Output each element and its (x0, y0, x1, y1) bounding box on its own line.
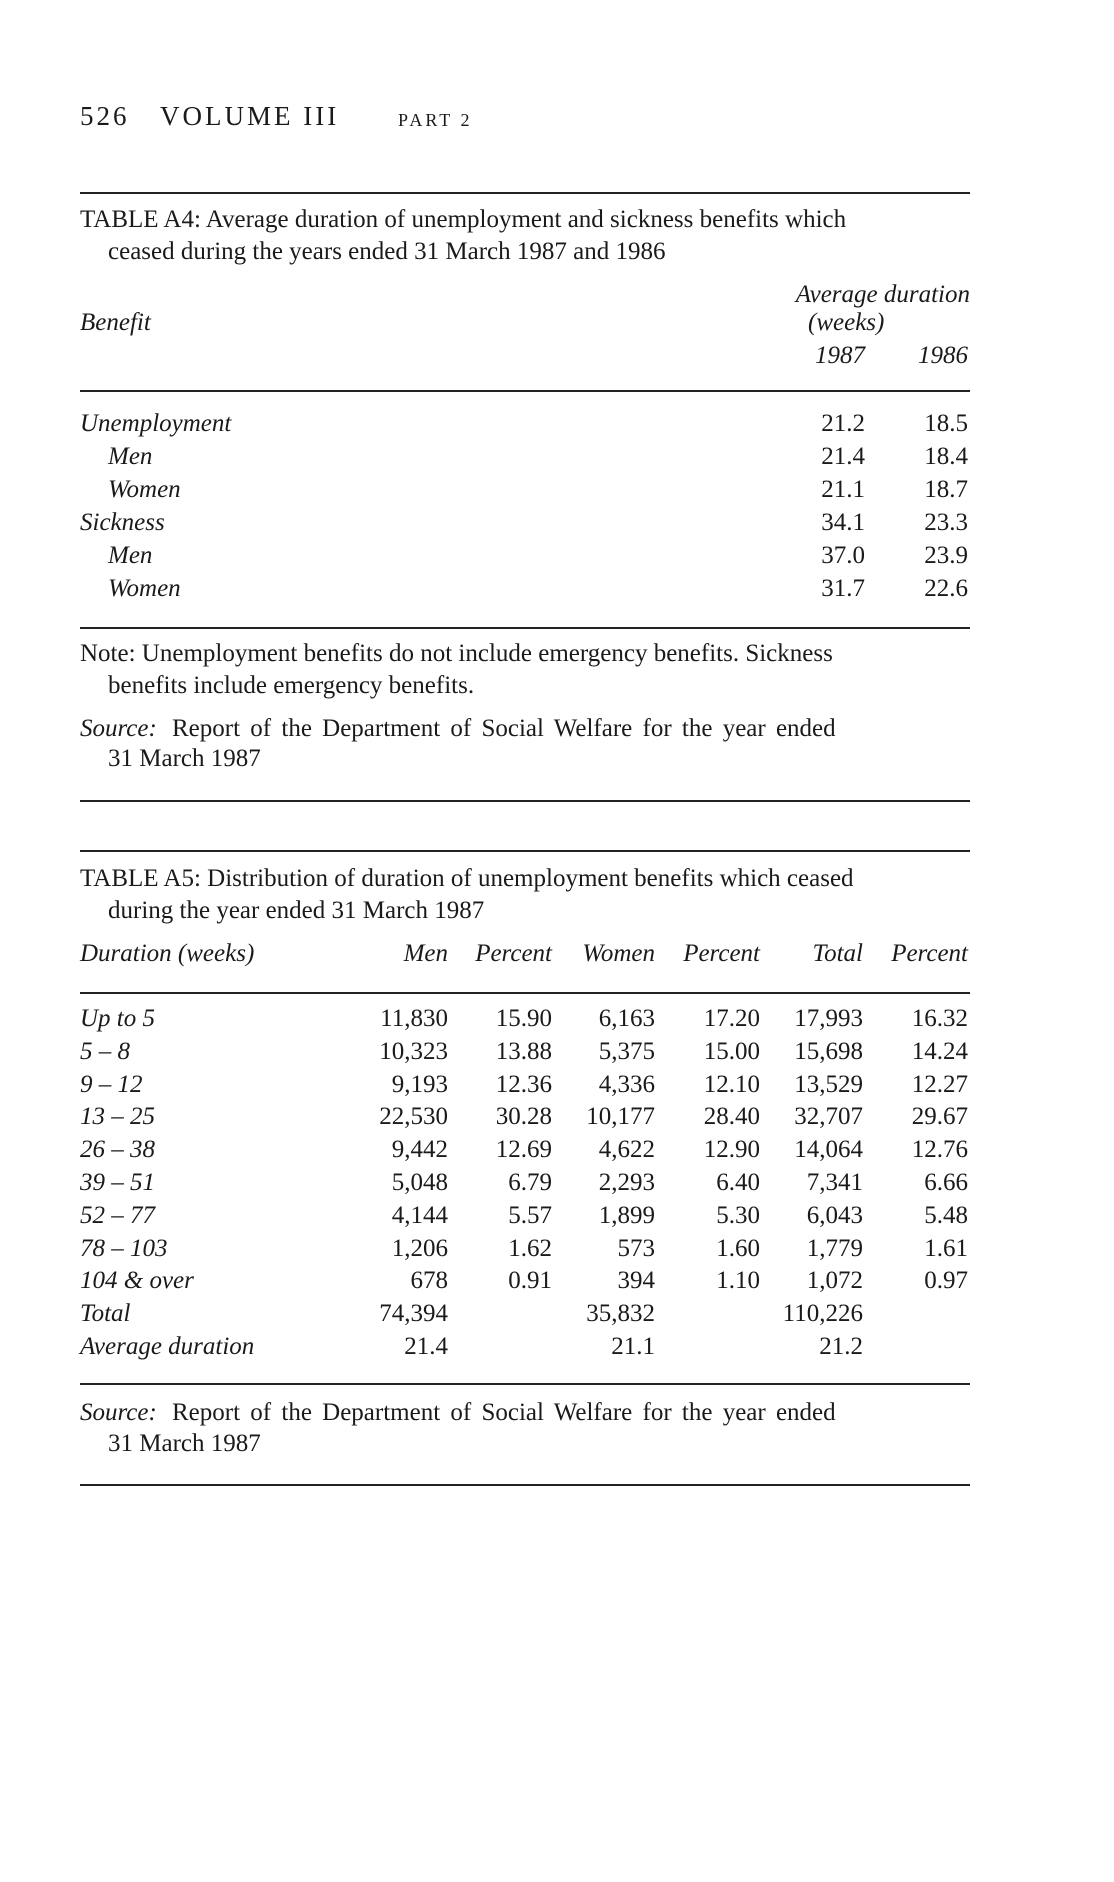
row-label: Unemployment (80, 410, 232, 437)
men-percent-value: 1.62 (508, 1234, 552, 1262)
total-percent-value: 12.76 (911, 1136, 968, 1164)
value-1987: 21.2 (821, 410, 865, 437)
page-number: 526 (80, 101, 130, 131)
divider (80, 850, 970, 852)
row-label: Sickness (80, 509, 165, 536)
total-value: 21.2 (819, 1333, 863, 1360)
men-percent-value: 13.88 (495, 1037, 552, 1065)
men-value: 10,323 (379, 1037, 448, 1065)
column-header-benefit: Benefit (80, 309, 151, 336)
women-value: 573 (617, 1234, 655, 1262)
table-row (80, 1333, 970, 1363)
total-value: 1,072 (806, 1267, 863, 1295)
total-value: 17,993 (794, 1005, 863, 1032)
men-percent-value: 5.57 (508, 1201, 552, 1229)
volume-label: VOLUME III (160, 101, 340, 131)
divider (80, 390, 970, 392)
total-value: 1,779 (806, 1234, 863, 1262)
men-value: 9,442 (391, 1136, 448, 1164)
table-title: TABLE A5: Distribution of duration of unemployment benefits which ceased (80, 865, 854, 892)
table-row (80, 443, 970, 473)
table-row (80, 1235, 970, 1265)
table-note-cont: benefits include emergency benefits. (108, 672, 475, 699)
duration-label: Total (80, 1300, 131, 1328)
column-header-women: Women (582, 940, 655, 967)
duration-label: 78 – 103 (80, 1234, 168, 1262)
part-label: PART 2 (398, 110, 473, 130)
table-row (80, 1202, 970, 1232)
women-percent-value: 17.20 (703, 1005, 760, 1032)
column-group-unit: (weeks) (808, 309, 885, 336)
value-1986: 18.4 (924, 443, 968, 470)
men-percent-value: 15.90 (495, 1005, 552, 1032)
men-percent-value: 0.91 (508, 1267, 552, 1295)
women-value: 10,177 (586, 1103, 655, 1131)
duration-label: Average duration (80, 1333, 255, 1360)
total-value: 32,707 (794, 1103, 863, 1131)
value-1987: 34.1 (821, 509, 865, 536)
men-value: 5,048 (391, 1169, 448, 1196)
divider (80, 627, 970, 629)
source-text-cont: 31 March 1987 (108, 1430, 261, 1457)
table-row (80, 410, 970, 440)
table-row (80, 542, 970, 572)
men-value: 4,144 (391, 1201, 448, 1229)
table-row (80, 1300, 970, 1330)
women-value: 2,293 (598, 1169, 655, 1196)
duration-label: 39 – 51 (80, 1169, 155, 1196)
women-percent-value: 12.90 (703, 1136, 760, 1164)
row-label: Men (108, 443, 153, 470)
women-percent-value: 28.40 (703, 1103, 760, 1131)
men-value: 11,830 (380, 1005, 448, 1032)
women-value: 6,163 (598, 1005, 655, 1032)
total-value: 6,043 (806, 1201, 863, 1229)
source-text-cont: 31 March 1987 (108, 745, 261, 772)
table-row (80, 1038, 970, 1068)
total-value: 14,064 (794, 1136, 863, 1164)
women-value: 35,832 (586, 1300, 655, 1328)
men-value: 9,193 (391, 1070, 448, 1098)
source-label: Source: (80, 715, 157, 742)
column-header-total-percent: Percent (891, 940, 968, 967)
duration-label: 13 – 25 (80, 1103, 155, 1131)
value-1987: 37.0 (821, 542, 865, 569)
column-header-women-percent: Percent (683, 940, 760, 967)
total-percent-value: 1.61 (924, 1234, 968, 1262)
total-percent-value: 5.48 (924, 1201, 968, 1229)
value-1986: 23.3 (924, 509, 968, 536)
table-title-cont: during the year ended 31 March 1987 (108, 897, 485, 924)
total-value: 7,341 (806, 1169, 863, 1196)
value-1987: 21.1 (821, 476, 865, 503)
table-row (80, 1267, 970, 1297)
total-value: 110,226 (782, 1300, 863, 1328)
column-header-1987: 1987 (815, 342, 865, 369)
women-value: 1,899 (598, 1201, 655, 1229)
value-1987: 31.7 (821, 575, 865, 602)
table-row (80, 1169, 970, 1199)
men-percent-value: 30.28 (495, 1103, 552, 1131)
divider (80, 992, 970, 994)
duration-label: 104 & over (80, 1267, 194, 1295)
women-percent-value: 6.40 (716, 1169, 760, 1196)
table-row (80, 1071, 970, 1101)
women-percent-value: 5.30 (716, 1201, 760, 1229)
source-label: Source: (80, 1399, 157, 1426)
column-group-header: Average duration (795, 281, 970, 308)
women-percent-value: 1.60 (716, 1234, 760, 1262)
duration-label: 9 – 12 (80, 1070, 143, 1098)
table-row (80, 1005, 970, 1035)
men-value: 678 (410, 1267, 448, 1295)
source-text: Report of the Department of Social Welfare for the year ended (172, 1399, 836, 1426)
total-value: 13,529 (794, 1070, 863, 1098)
table-title: TABLE A4: Average duration of unemployment and sickness benefits which (80, 206, 847, 233)
column-header-men: Men (403, 940, 448, 967)
table-header-row (80, 940, 970, 970)
men-percent-value: 12.36 (495, 1070, 552, 1098)
women-value: 4,622 (598, 1136, 655, 1164)
total-percent-value: 29.67 (911, 1103, 968, 1131)
value-1986: 22.6 (924, 575, 968, 602)
total-percent-value: 12.27 (911, 1070, 968, 1098)
women-percent-value: 1.10 (716, 1267, 760, 1295)
men-value: 74,394 (379, 1300, 448, 1328)
total-percent-value: 16.32 (911, 1005, 968, 1032)
divider (80, 800, 970, 802)
value-1986: 18.7 (924, 476, 968, 503)
men-percent-value: 12.69 (495, 1136, 552, 1164)
row-label: Women (108, 476, 181, 503)
women-value: 21.1 (611, 1333, 655, 1360)
divider (80, 192, 970, 194)
column-header-total: Total (812, 940, 863, 967)
duration-label: 52 – 77 (80, 1201, 155, 1229)
column-header-men-percent: Percent (475, 940, 552, 967)
value-1986: 18.5 (924, 410, 968, 437)
women-value: 394 (617, 1267, 655, 1295)
value-1987: 21.4 (821, 443, 865, 470)
men-percent-value: 6.79 (508, 1169, 552, 1196)
table-row (80, 509, 970, 539)
total-value: 15,698 (794, 1037, 863, 1065)
source-text: Report of the Department of Social Welfare for the year ended (172, 715, 836, 742)
duration-label: Up to 5 (80, 1005, 155, 1032)
men-value: 21.4 (404, 1333, 448, 1360)
duration-label: 26 – 38 (80, 1136, 155, 1164)
men-value: 1,206 (391, 1234, 448, 1262)
table-note: Note: Unemployment benefits do not include emergency benefits. Sickness (80, 640, 833, 667)
table-row (80, 476, 970, 506)
column-header-1986: 1986 (918, 342, 968, 369)
row-label: Women (108, 575, 181, 602)
divider (80, 1484, 970, 1486)
total-percent-value: 0.97 (924, 1267, 968, 1295)
men-value: 22,530 (379, 1103, 448, 1131)
table-title-cont: ceased during the years ended 31 March 1987 and 1986 (108, 238, 666, 265)
column-header-duration: Duration (weeks) (80, 940, 255, 967)
total-percent-value: 6.66 (924, 1169, 968, 1196)
table-row (80, 1103, 970, 1133)
women-percent-value: 15.00 (703, 1037, 760, 1065)
table-row (80, 1136, 970, 1166)
row-label: Men (108, 542, 153, 569)
duration-label: 5 – 8 (80, 1037, 130, 1065)
divider (80, 1383, 970, 1385)
women-percent-value: 12.10 (703, 1070, 760, 1098)
value-1986: 23.9 (924, 542, 968, 569)
women-value: 4,336 (598, 1070, 655, 1098)
women-value: 5,375 (598, 1037, 655, 1065)
total-percent-value: 14.24 (911, 1037, 968, 1065)
table-row (80, 575, 970, 605)
